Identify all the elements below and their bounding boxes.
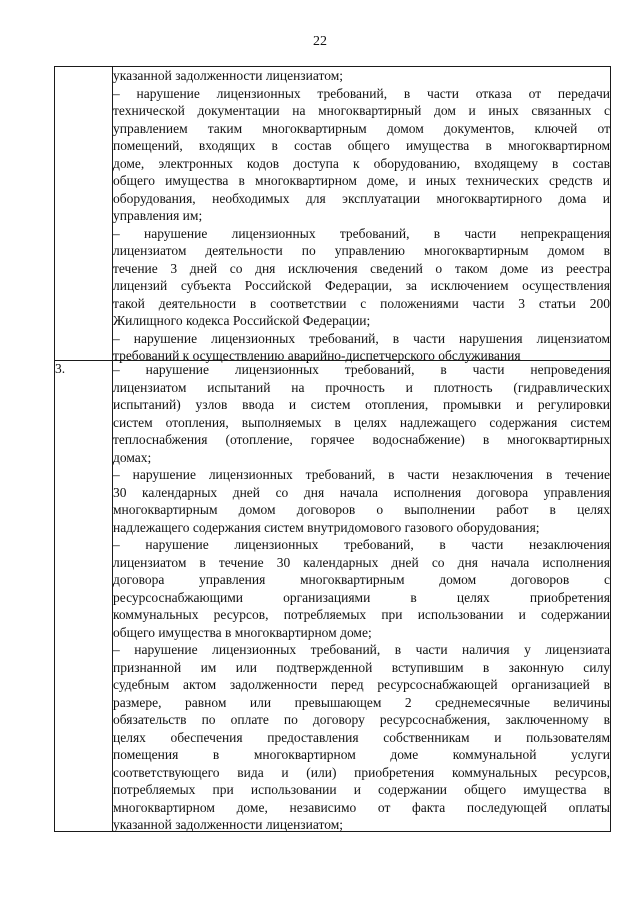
row-text-cell xyxy=(113,361,611,832)
text-line: домах; xyxy=(113,449,152,465)
text-line: требований к осуществлению аварийно-диспетчерского обслуживания xyxy=(113,348,521,363)
text-line: помещения в многоквартирном доме коммунальной услуги xyxy=(113,747,610,762)
text-line: – нарушение лицензионных требований, в части непроведения xyxy=(113,362,610,377)
text-line: целях обеспечения предоставления собственникам и пользователям xyxy=(113,729,610,745)
table-row xyxy=(55,361,611,832)
text-line: лицензий субъекта Российской Федерации, за исключением осуществления xyxy=(113,278,610,293)
text-line: надлежащего содержания систем внутридомового газового оборудования; xyxy=(113,519,540,535)
text-line: управлением таким многоквартирным домом документов, ключей от xyxy=(113,120,610,136)
text-line: управления им; xyxy=(113,208,203,223)
text-line: – нарушение лицензионных требований, в части отказа от передачи xyxy=(113,85,610,101)
text-line: Жилищного кодекса Российской Федерации; xyxy=(113,313,371,328)
text-line: помещений, входящих в состав общего имущества в многоквартирном xyxy=(113,138,610,153)
text-line: лицензиатом испытаний на прочность и плотность (гидравлических xyxy=(113,379,610,395)
text-line: доме, электронных кодов доступа к оборудованию, входящему в состав xyxy=(113,155,610,171)
text-line: технической документации на многоквартирный дом и иных связанных с xyxy=(113,103,610,118)
text-line: – нарушение лицензионных требований, в части незаключения в течение xyxy=(113,467,610,482)
text-line: – нарушение лицензионных требований, в части наличия у лицензиата xyxy=(113,642,610,657)
text-line: систем отопления, выполняемых в целях надлежащего содержания систем xyxy=(113,414,610,430)
row-number-cell: 3. xyxy=(55,361,113,832)
text-line: течение 3 дней со дня исключения сведений о таком доме из реестра xyxy=(113,260,610,276)
text-line: лицензиатом деятельности по управлению многоквартирным домом в xyxy=(113,243,610,258)
text-line: общего имущества в многоквартирном доме, и иных технических средств и xyxy=(113,173,610,188)
text-line: судебным актом задолженности перед ресурсоснабжающей организацией в xyxy=(113,677,610,692)
text-line: – нарушение лицензионных требований, в части незаключения xyxy=(113,537,610,552)
text-line: указанной задолженности лицензиатом; xyxy=(113,817,344,832)
text-line: указанной задолженности лицензиатом; xyxy=(113,68,344,83)
text-line: соответствующего вида и (или) приобретения коммунальных ресурсов, xyxy=(113,764,610,780)
text-line: испытаний) узлов ввода и систем отопления, промывки и регулировки xyxy=(113,397,610,412)
text-line: признанной им или подтвержденной вступившим в законную силу xyxy=(113,659,610,675)
page-number: 22 xyxy=(313,34,327,49)
row-number-cell xyxy=(55,67,113,361)
table-row xyxy=(55,67,611,361)
violations-table xyxy=(54,66,611,832)
text-line: 30 календарных дней со дня начала исполнения договора управления xyxy=(113,484,610,500)
row-text xyxy=(113,67,610,363)
text-line: обязательств по оплате по договору ресурсоснабжения, заключенному в xyxy=(113,712,610,727)
text-line: – нарушение лицензионных требований, в части нарушения лицензиатом xyxy=(113,330,610,346)
text-line: общего имущества в многоквартирном доме; xyxy=(113,624,372,640)
text-line: договора управления многоквартирным домом договоров с xyxy=(113,572,610,587)
text-line: ресурсоснабжающими организациями в целях приобретения xyxy=(113,589,610,605)
text-line: такой деятельности в соответствии с положениями части 3 статьи 200 xyxy=(113,295,610,311)
text-line: – нарушение лицензионных требований, в части непрекращения xyxy=(113,225,610,241)
text-line: оборудования, необходимых для эксплуатации многоквартирного дома и xyxy=(113,190,610,206)
text-line: коммунальных ресурсов, потребляемых при использовании и содержании xyxy=(113,607,610,622)
text-line: теплоснабжения (отопление, горячее водоснабжение) в многоквартирных xyxy=(113,432,610,447)
text-line: многоквартирным домом договоров о выполнении работ в целях xyxy=(113,502,610,517)
text-line: потребляемых при использовании и содержании общего имущества в xyxy=(113,782,610,797)
row-text xyxy=(113,361,610,831)
text-line: многоквартирном доме, независимо от факта последующей оплаты xyxy=(113,799,610,815)
text-line: лицензиатом в течение 30 календарных дней со дня начала исполнения xyxy=(113,554,610,570)
row-text-cell xyxy=(113,67,611,361)
text-line: размере, равном или превышающем 2 среднемесячные величины xyxy=(113,694,610,710)
